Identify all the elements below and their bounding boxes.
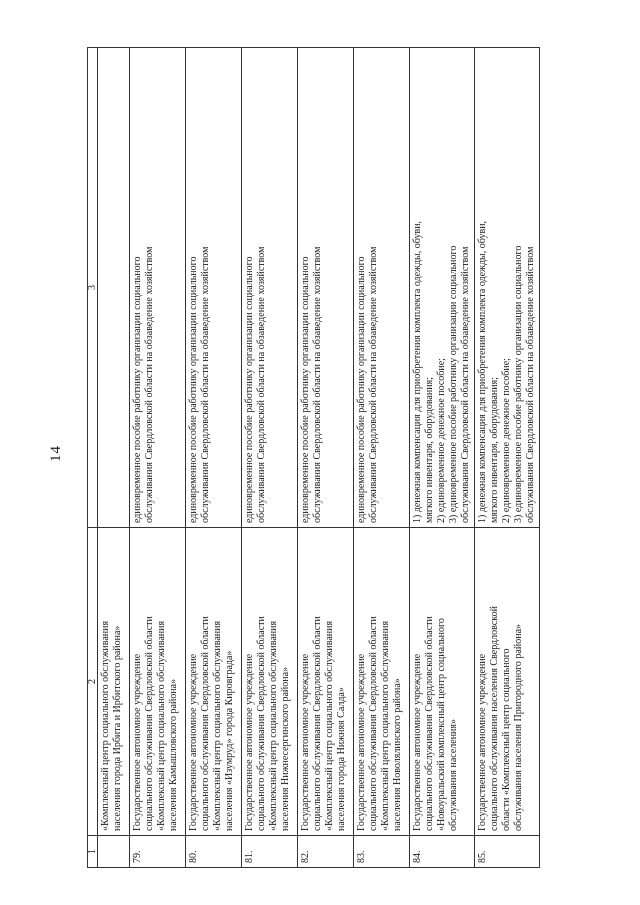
row-number: 84. xyxy=(410,836,475,868)
header-col-2: 2 xyxy=(88,528,98,836)
organization-name: Государственное автономное учреждение социального обслуживания населения Свердловской области «Комплексный центр социального обслуживания населения Пригородного района» xyxy=(475,528,540,836)
benefit-description: единовременное пособие работнику организации социального обслуживания Свердловской области на обзаведение хозяйством xyxy=(354,48,410,528)
table-row xyxy=(298,48,354,868)
benefits-table xyxy=(87,47,540,868)
benefit-description: единовременное пособие работнику организации социального обслуживания Свердловской области на обзаведение хозяйством xyxy=(298,48,354,528)
row-number: 79. xyxy=(130,836,186,868)
organization-name: Государственное автономное учреждение социального обслуживания Свердловской области «Новоуральский комплексный центр социального обслуживания населения» xyxy=(410,528,475,836)
row-number: 81. xyxy=(242,836,298,868)
organization-name: Государственное автономное учреждение социального обслуживания Свердловской области «Комплексный центр социального обслуживания населения Камышловского района» xyxy=(130,528,186,836)
table-header-row xyxy=(88,48,98,868)
table-row xyxy=(98,48,130,868)
organization-name: «Комплексный центр социального обслуживания населения города Ирбита и Ирбитского района» xyxy=(98,528,130,836)
organization-name: Государственное автономное учреждение социального обслуживания Свердловской области «Комплексный центр социального обслуживания населения Нижнесергинского района» xyxy=(242,528,298,836)
benefit-description: единовременное пособие работнику организации социального обслуживания Свердловской области на обзаведение хозяйством xyxy=(242,48,298,528)
row-number: 82. xyxy=(298,836,354,868)
table-row xyxy=(410,48,475,868)
benefit-description: единовременное пособие работнику организации социального обслуживания Свердловской области на обзаведение хозяйством xyxy=(130,48,186,528)
row-number: 85. xyxy=(475,836,540,868)
row-number: 83. xyxy=(354,836,410,868)
table-row xyxy=(186,48,242,868)
rotated-table-container xyxy=(87,48,536,868)
table-row xyxy=(242,48,298,868)
row-number: 80. xyxy=(186,836,242,868)
header-col-1: 1 xyxy=(88,836,98,868)
benefit-description: 1) денежная компенсация для приобретения комплекта одежды, обуви, мягкого инвентаря, оборудования; 2) единовременное денежное пособие; 3) единовременное пособие работнику организации социального обслуживания Свердловской области на обзаведение хозяйством xyxy=(475,48,540,528)
table-row xyxy=(130,48,186,868)
row-number xyxy=(98,836,130,868)
header-col-3: 3 xyxy=(88,48,98,528)
benefit-description: единовременное пособие работнику организации социального обслуживания Свердловской области на обзаведение хозяйством xyxy=(186,48,242,528)
table-row xyxy=(475,48,540,868)
benefit-description: 1) денежная компенсация для приобретения комплекта одежды, обуви, мягкого инвентаря, оборудования; 2) единовременное денежное пособие; 3) единовременное пособие работнику организации социального обслуживания Свердловской области на обзаведение хозяйством xyxy=(410,48,475,528)
organization-name: Государственное автономное учреждение социального обслуживания Свердловской области «Комплексный центр социального обслуживания населения Новолялинского района» xyxy=(354,528,410,836)
organization-name: Государственное автономное учреждение социального обслуживания Свердловской области «Комплексный центр социального обслуживания населения города Нижняя Салда» xyxy=(298,528,354,836)
organization-name: Государственное автономное учреждение социального обслуживания Свердловской области «Комплексный центр социального обслуживания населения «Изумруд» города Кировграда» xyxy=(186,528,242,836)
table-row xyxy=(354,48,410,868)
page-number: 14 xyxy=(48,445,64,462)
benefit-description xyxy=(98,48,130,528)
